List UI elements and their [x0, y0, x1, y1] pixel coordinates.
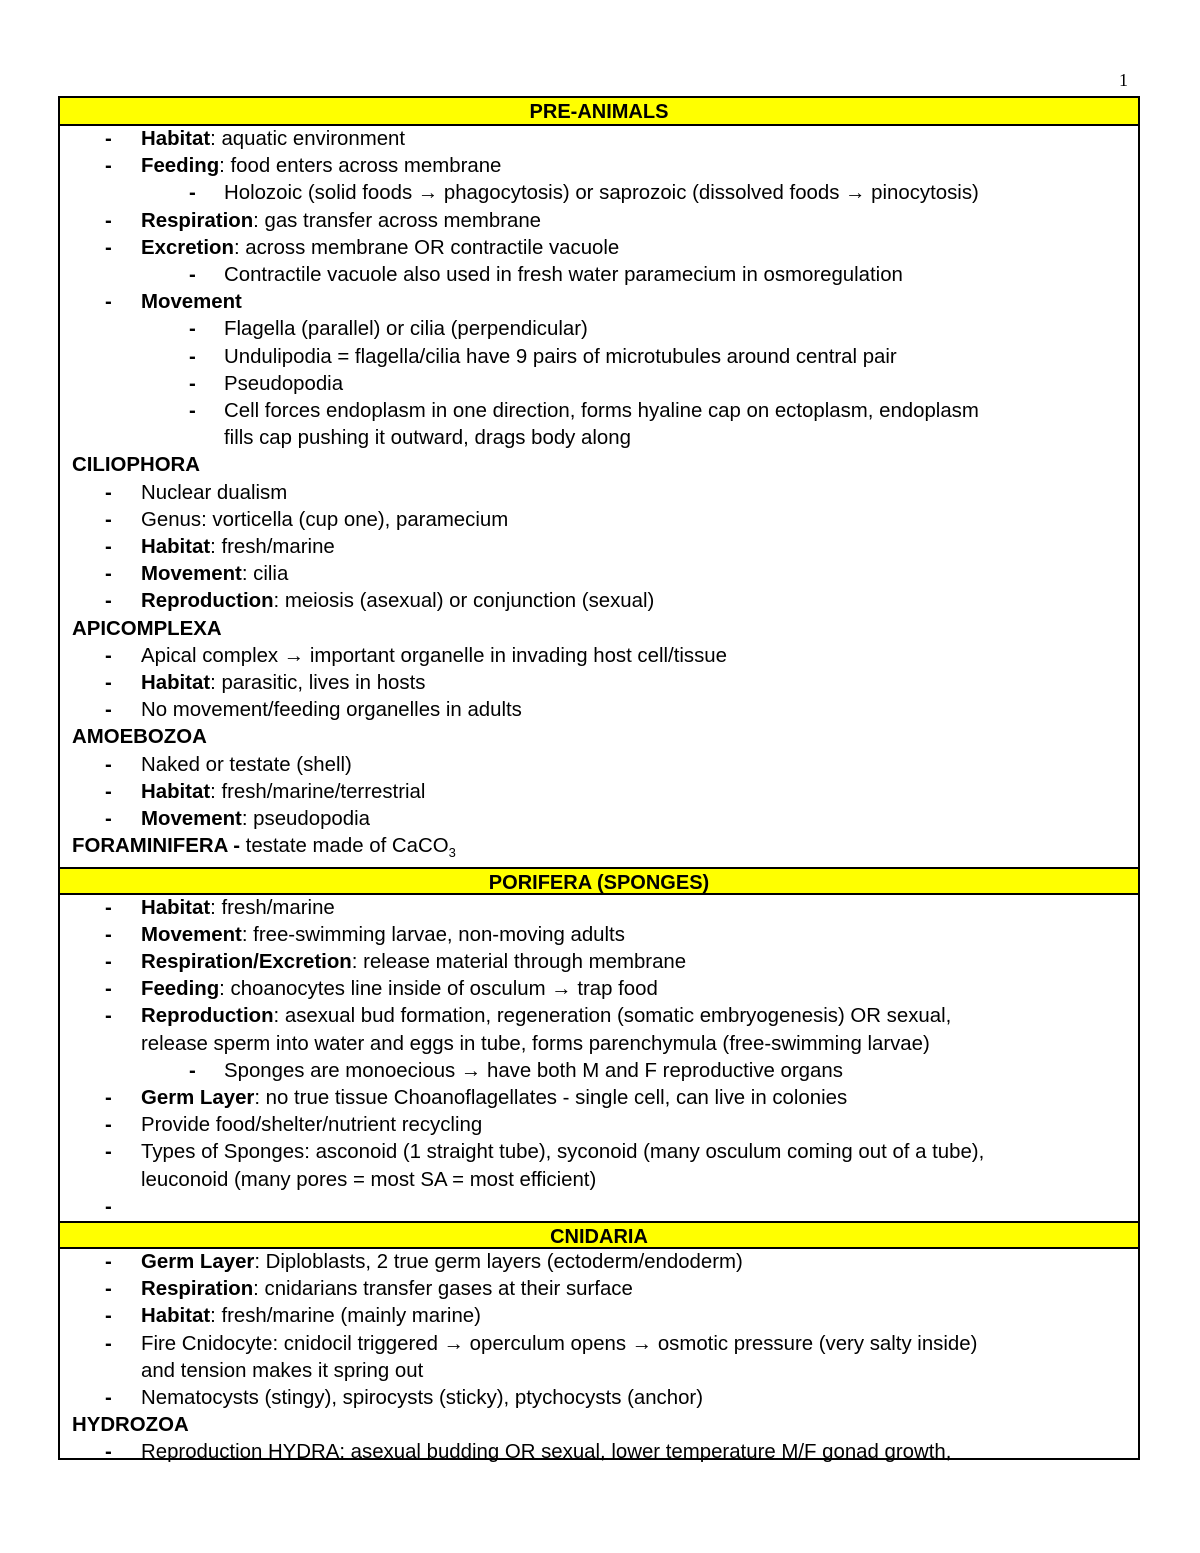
- bullet-dash: -: [105, 209, 112, 232]
- list-item: - Germ Layer: no true tissue Choanoflagellates - single cell, can live in colonies: [60, 1085, 1138, 1112]
- bullet-dash: -: [105, 1441, 112, 1464]
- bullet-dash: -: [189, 400, 196, 423]
- list-item: - Types of Sponges: asconoid (1 straight tube), syconoid (many osculum coming out of a tube),: [60, 1139, 1138, 1166]
- arrow-icon: →: [417, 182, 439, 205]
- bullet-dash: -: [189, 372, 196, 395]
- bullet-dash: -: [105, 1332, 112, 1355]
- bullet-dash: -: [105, 508, 112, 531]
- section-body-cnidaria: [60, 1249, 1138, 1467]
- bullet-dash: -: [105, 1195, 112, 1218]
- list-item-empty: [60, 1194, 1138, 1221]
- bullet-dash: -: [105, 699, 112, 722]
- list-item: - Genus: vorticella (cup one), paramecium: [60, 507, 1138, 534]
- arrow-icon: →: [443, 1332, 464, 1355]
- notes-table: [58, 96, 1140, 1464]
- bullet-dash: -: [105, 978, 112, 1001]
- section-body-porifera: [60, 895, 1138, 1221]
- list-item: - Reproduction HYDRA: asexual budding OR sexual, lower temperature M/F gonad growth,: [60, 1439, 1138, 1466]
- list-item: - Contractile vacuole also used in fresh water paramecium in osmoregulation: [60, 262, 1138, 289]
- subheading-apicomplexa: APICOMPLEXA: [72, 617, 222, 640]
- list-item: - Movement: pseudopodia: [60, 806, 1138, 833]
- bullet-dash: -: [189, 264, 196, 287]
- bullet-dash: -: [105, 1251, 112, 1273]
- list-item: - Respiration/Excretion: release material through membrane: [60, 949, 1138, 976]
- list-item: - Nuclear dualism: [60, 480, 1138, 507]
- bullet-dash: -: [189, 1059, 196, 1082]
- bullet-dash: -: [105, 1278, 112, 1301]
- list-item: - Habitat: fresh/marine: [60, 534, 1138, 561]
- bullet-dash: -: [105, 1305, 112, 1328]
- bullet-dash: -: [105, 1387, 112, 1410]
- list-item: - Undulipodia = flagella/cilia have 9 pairs of microtubules around central pair: [60, 344, 1138, 371]
- list-item: - Naked or testate (shell): [60, 752, 1138, 779]
- list-item: - Respiration: gas transfer across membrane: [60, 208, 1138, 235]
- list-item: - Feeding: choanocytes line inside of osculum → trap food: [60, 976, 1138, 1003]
- list-item: - Holozoic (solid foods → phagocytosis) or saprozoic (dissolved foods → pinocytosis): [60, 180, 1138, 207]
- bullet-dash: -: [105, 644, 112, 667]
- bullet-dash: -: [105, 590, 112, 613]
- list-item: - Movement: free-swimming larvae, non-moving adults: [60, 922, 1138, 949]
- list-item: - Habitat: parasitic, lives in hosts: [60, 670, 1138, 697]
- arrow-icon: →: [631, 1332, 653, 1355]
- list-item: - Cell forces endoplasm in one direction, forms hyaline cap on ectoplasm, endoplasm: [60, 398, 1138, 425]
- bullet-dash: -: [105, 1114, 112, 1137]
- bullet-dash: -: [105, 291, 112, 314]
- bullet-dash: -: [105, 780, 112, 803]
- list-item-continuation: release sperm into water and eggs in tube, forms parenchymula (free-swimming larvae): [141, 1032, 930, 1055]
- section-header-porifera: PORIFERA (SPONGES): [60, 867, 1138, 895]
- bullet-dash: -: [105, 950, 112, 973]
- bullet-dash: -: [189, 318, 196, 341]
- list-item: - Pseudopodia: [60, 371, 1138, 398]
- bullet-dash: -: [105, 481, 112, 504]
- page-number: 1: [1119, 70, 1128, 90]
- subheading-ciliophora: CILIOPHORA: [72, 454, 201, 477]
- list-item: - Sponges are monoecious → have both M and F reproductive organs: [60, 1058, 1138, 1085]
- list-item: - Movement: cilia: [60, 561, 1138, 588]
- bullet-dash: -: [105, 236, 112, 259]
- arrow-icon: →: [551, 978, 572, 1001]
- bullet-dash: -: [105, 128, 112, 150]
- arrow-icon: →: [283, 644, 305, 667]
- arrow-icon: →: [460, 1059, 482, 1082]
- bullet-dash: -: [189, 345, 196, 368]
- list-item: - Reproduction: meiosis (asexual) or conjunction (sexual): [60, 588, 1138, 615]
- section-body-pre-animals: [60, 126, 1138, 867]
- list-item: - Reproduction: asexual bud formation, regeneration (somatic embryogenesis) OR sexual,: [60, 1003, 1138, 1030]
- list-item-continuation: and tension makes it spring out: [141, 1359, 424, 1382]
- bullet-dash: -: [105, 1141, 112, 1164]
- subheading-amoebozoa: AMOEBOZOA: [72, 726, 207, 749]
- bullet-dash: -: [105, 1005, 112, 1028]
- foraminifera-line: FORAMINIFERA - testate made of CaCO$_3$: [72, 835, 456, 861]
- bullet-dash: -: [105, 808, 112, 831]
- bullet-dash: -: [189, 182, 196, 205]
- bullet-dash: -: [105, 672, 112, 695]
- list-item: - No movement/feeding organelles in adults: [60, 697, 1138, 724]
- section-header-cnidaria: CNIDARIA: [60, 1221, 1138, 1249]
- list-item-continuation: fills cap pushing it outward, drags body along: [224, 427, 631, 450]
- list-item: - Flagella (parallel) or cilia (perpendicular): [60, 316, 1138, 343]
- list-item: - Germ Layer: Diploblasts, 2 true germ layers (ectoderm/endoderm): [60, 1249, 1138, 1276]
- list-item: - Apical complex → important organelle in invading host cell/tissue: [60, 643, 1138, 670]
- list-item: - Habitat: aquatic environment: [60, 126, 1138, 153]
- bullet-dash: -: [105, 563, 112, 586]
- list-item: - Fire Cnidocyte: cnidocil triggered → operculum opens → osmotic pressure (very salty inside): [60, 1331, 1138, 1358]
- list-item: - Habitat: fresh/marine (mainly marine): [60, 1303, 1138, 1330]
- list-item: - Habitat: fresh/marine: [60, 895, 1138, 922]
- section-header-pre-animals: PRE-ANIMALS: [60, 98, 1138, 126]
- list-item: - Feeding: food enters across membrane: [60, 153, 1138, 180]
- list-item: - Respiration: cnidarians transfer gases at their surface: [60, 1276, 1138, 1303]
- arrow-icon: →: [845, 182, 866, 205]
- list-item: - Habitat: fresh/marine/terrestrial: [60, 779, 1138, 806]
- list-item-continuation: leuconoid (many pores = most SA = most efficient): [141, 1168, 597, 1191]
- subheading-hydrozoa: HYDROZOA: [72, 1414, 189, 1437]
- list-item: - Excretion: across membrane OR contractile vacuole: [60, 235, 1138, 262]
- bullet-dash: -: [105, 155, 112, 178]
- bullet-dash: -: [105, 896, 112, 919]
- bullet-dash: -: [105, 536, 112, 559]
- list-item: - Provide food/shelter/nutrient recycling: [60, 1112, 1138, 1139]
- list-item: - Movement: [60, 289, 1138, 316]
- bullet-dash: -: [105, 1086, 112, 1109]
- list-item: - Nematocysts (stingy), spirocysts (sticky), ptychocysts (anchor): [60, 1385, 1138, 1412]
- bullet-dash: -: [105, 753, 112, 776]
- bullet-dash: -: [105, 923, 112, 946]
